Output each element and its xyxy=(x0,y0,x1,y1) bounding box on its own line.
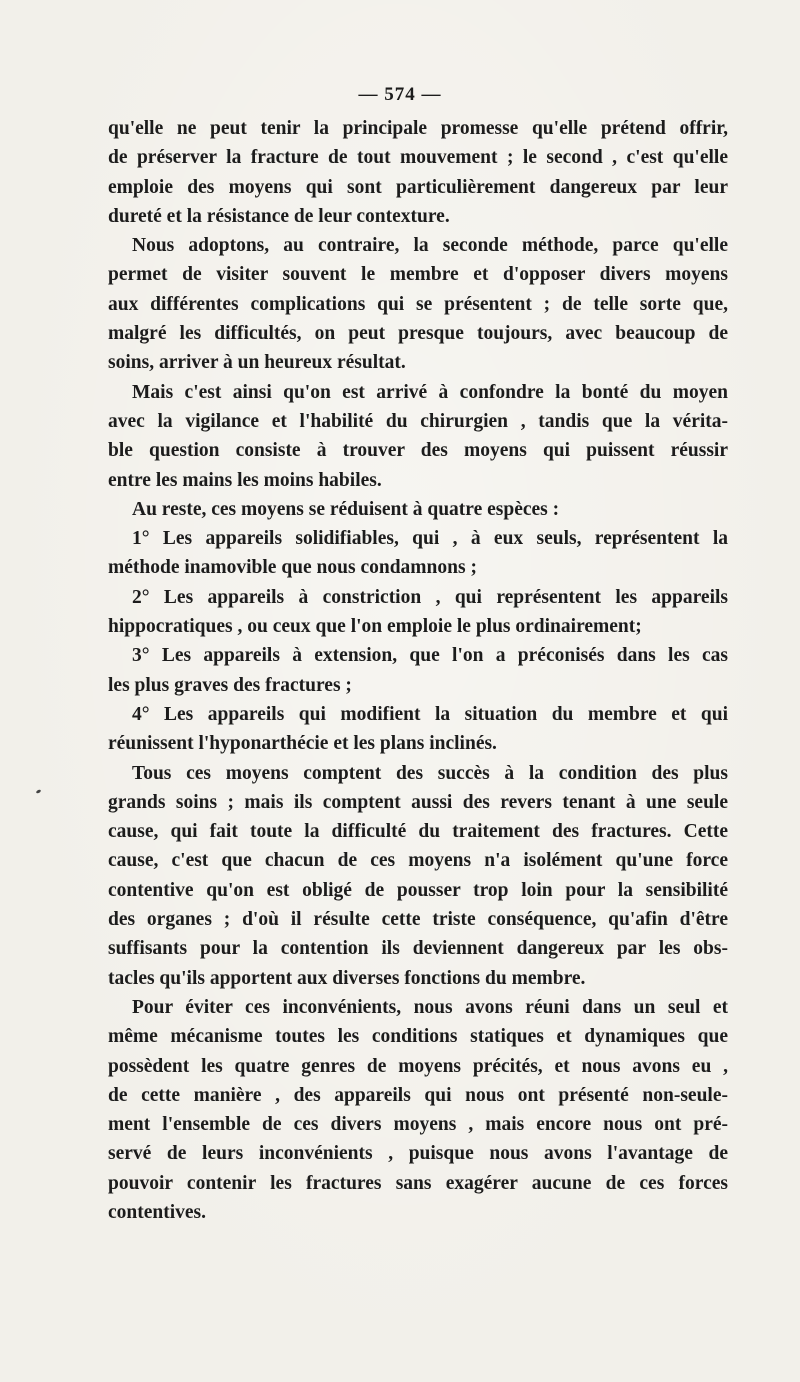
text-line: 1° Les appareils solidifiables, qui , à eux seuls, représentent la xyxy=(132,528,728,550)
text-line: 3° Les appareils à extension, que l'on a préconisés dans les cas xyxy=(132,645,728,667)
text-line: 4° Les appareils qui modifient la situation du membre et qui xyxy=(132,703,728,725)
text-line: emploie des moyens qui sont particulièrement dangereux par leur xyxy=(108,176,728,198)
text-line: Nous adoptons, au contraire, la seconde méthode, parce qu'elle xyxy=(132,235,728,257)
text-line: Au reste, ces moyens se réduisent à quatre espèces : xyxy=(132,498,560,520)
text-line: cause, c'est que chacun de ces moyens n'a isolément qu'une force xyxy=(108,850,728,872)
text-line: suffisants pour la contention ils deviennent dangereux par les obs- xyxy=(108,938,728,960)
text-line: hippocratiques , ou ceux que l'on emploie le plus ordinairement; xyxy=(108,616,642,638)
text-line: pouvoir contenir les fractures sans exagérer aucune de ces forces xyxy=(108,1172,728,1194)
text-line: entre les mains les moins habiles. xyxy=(108,469,382,491)
text-line: contentives. xyxy=(108,1201,207,1223)
text-line: ment l'ensemble de ces divers moyens , mais encore nous ont pré- xyxy=(108,1114,728,1136)
text-line: dureté et la résistance de leur contexture. xyxy=(108,205,450,227)
text-line: les plus graves des fractures ; xyxy=(108,674,352,696)
text-line: contentive qu'on est obligé de pousser trop loin pour la sensibilité xyxy=(108,879,728,901)
page-number: — 574 — xyxy=(358,84,442,105)
text-line: méthode inamovible que nous condamnons ; xyxy=(108,557,477,579)
text-line: qu'elle ne peut tenir la principale promesse qu'elle prétend offrir, xyxy=(108,118,728,139)
text-line: de cette manière , des appareils qui nous ont présenté non-seule- xyxy=(108,1084,728,1106)
text-line: Mais c'est ainsi qu'on est arrivé à confondre la bonté du moyen xyxy=(132,381,728,403)
text-line: tacles qu'ils apportent aux diverses fonctions du membre. xyxy=(108,967,586,989)
text-line: grands soins ; mais ils comptent aussi des revers tenant à une seule xyxy=(108,791,728,813)
text-line: servé de leurs inconvénients , puisque nous avons l'avantage de xyxy=(108,1143,728,1165)
text-line: des organes ; d'où il résulte cette triste conséquence, qu'afin d'être xyxy=(108,909,728,931)
text-line: avec la vigilance et l'habilité du chirurgien , tandis que la vérita- xyxy=(108,410,728,432)
text-line: permet de visiter souvent le membre et d'opposer divers moyens xyxy=(108,264,728,286)
text-line: possèdent les quatre genres de moyens précités, et nous avons eu , xyxy=(108,1055,728,1077)
text-line: malgré les difficultés, on peut presque toujours, avec beaucoup de xyxy=(108,323,728,345)
text-line: 2° Les appareils à constriction , qui représentent les appareils xyxy=(132,586,728,608)
text-line: même mécanisme toutes les conditions statiques et dynamiques que xyxy=(108,1026,728,1048)
text-line: aux différentes complications qui se présentent ; de telle sorte que, xyxy=(108,293,728,315)
text-line: Tous ces moyens comptent des succès à la condition des plus xyxy=(132,762,728,784)
text-line: Pour éviter ces inconvénients, nous avons réuni dans un seul et xyxy=(132,996,728,1018)
text-line: soins, arriver à un heureux résultat. xyxy=(108,352,406,374)
text-line: de préserver la fracture de tout mouvement ; le second , c'est qu'elle xyxy=(108,147,728,169)
body-text xyxy=(108,114,728,1227)
text-line: réunissent l'hyponarthécie et les plans inclinés. xyxy=(108,733,497,755)
text-line: cause, qui fait toute la difficulté du traitement des fractures. Cette xyxy=(108,821,728,843)
text-line: ble question consiste à trouver des moyens qui puissent réussir xyxy=(108,440,728,462)
ink-speck xyxy=(36,789,42,794)
